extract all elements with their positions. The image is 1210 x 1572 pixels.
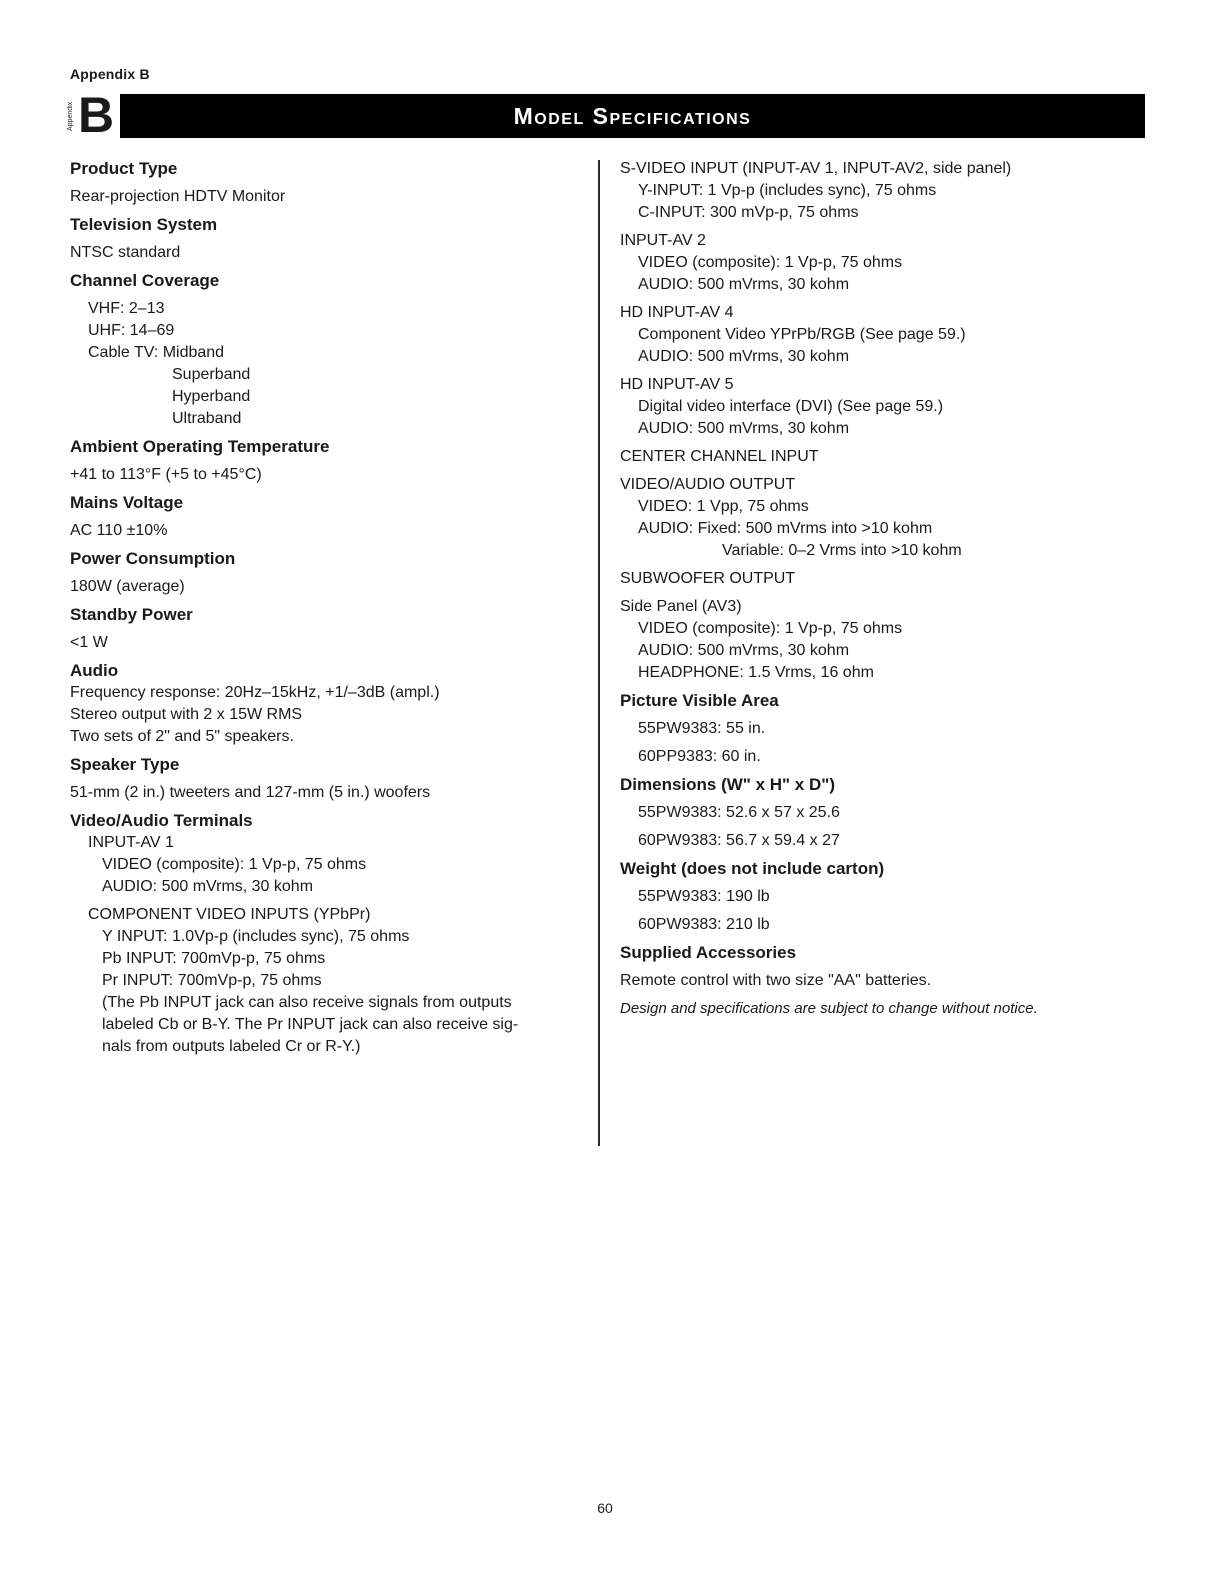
section-heading: Television System (70, 215, 218, 234)
section-heading: Speaker Type (70, 755, 180, 774)
column-divider (598, 160, 600, 1146)
spec-value: Superband (172, 366, 251, 383)
spec-value: Two sets of 2" and 5" speakers. (70, 728, 294, 745)
spec-value: Frequency response: 20Hz–15kHz, +1/–3dB (ampl.) (70, 684, 440, 701)
spec-value: Variable: 0–2 Vrms into >10 kohm (722, 542, 962, 559)
right-column (620, 158, 1140, 1020)
spec-value: VIDEO: 1 Vpp, 75 ohms (638, 498, 809, 515)
spec-value: Y INPUT: 1.0Vp-p (includes sync), 75 ohms (102, 928, 410, 945)
appendix-label: Appendix B (70, 66, 150, 82)
spec-value: UHF: 14–69 (88, 322, 175, 339)
spec-value: AUDIO: Fixed: 500 mVrms into >10 kohm (638, 520, 933, 537)
svideo-section (620, 158, 1140, 224)
weight-section (620, 858, 1140, 936)
spec-value: Hyperband (172, 388, 251, 405)
section-heading: Standby Power (70, 605, 193, 624)
spec-value: Rear-projection HDTV Monitor (70, 188, 286, 205)
page-title: Model Specifications (120, 94, 1145, 138)
appendix-letter: B (78, 87, 115, 143)
spec-value: AUDIO: 500 mVrms, 30 kohm (638, 348, 850, 365)
section-heading: Product Type (70, 159, 178, 178)
ambient-temperature-section (70, 436, 585, 486)
spec-value: Digital video interface (DVI) (See page 59.) (638, 398, 944, 415)
spec-value: Pr INPUT: 700mVp-p, 75 ohms (102, 972, 322, 989)
spec-value: 55PW9383: 52.6 x 57 x 25.6 (638, 804, 840, 821)
spec-value: C-INPUT: 300 mVp-p, 75 ohms (638, 204, 859, 221)
section-heading: Dimensions (W" x H" x D") (620, 775, 835, 794)
picture-area-section (620, 690, 1140, 768)
spec-value: AUDIO: 500 mVrms, 30 kohm (638, 642, 850, 659)
page-number: 60 (597, 1500, 613, 1516)
spec-subheading: INPUT-AV 1 (88, 834, 174, 851)
spec-subheading: SUBWOOFER OUTPUT (620, 570, 796, 587)
spec-value: AUDIO: 500 mVrms, 30 kohm (638, 420, 850, 437)
section-heading: Picture Visible Area (620, 691, 779, 710)
spec-subheading: Side Panel (AV3) (620, 598, 742, 615)
section-heading: Video/Audio Terminals (70, 811, 253, 830)
hd-input-av4-section (620, 302, 1140, 368)
spec-value: 55PW9383: 190 lb (638, 888, 770, 905)
standby-power-section (70, 604, 585, 654)
side-tab-label: Appendix (67, 101, 74, 131)
input-av2-section (620, 230, 1140, 296)
spec-value: Component Video YPrPb/RGB (See page 59.) (638, 326, 966, 343)
video-audio-output-section (620, 474, 1140, 562)
spec-value: AUDIO: 500 mVrms, 30 kohm (102, 878, 314, 895)
mains-voltage-section (70, 492, 585, 542)
spec-value: HEADPHONE: 1.5 Vrms, 16 ohm (638, 664, 874, 681)
spec-note: labeled Cb or B-Y. The Pr INPUT jack can also receive sig- (102, 1016, 519, 1033)
spec-value: Cable TV: Midband (88, 344, 225, 361)
side-panel-section (620, 596, 1140, 684)
accessories-section (620, 942, 1140, 992)
spec-subheading: VIDEO/AUDIO OUTPUT (620, 476, 796, 493)
spec-value: 60PW9383: 210 lb (638, 916, 770, 933)
television-system-section (70, 214, 585, 264)
change-notice: Design and specifications are subject to change without notice. (620, 1000, 1038, 1017)
spec-subheading: HD INPUT-AV 4 (620, 304, 734, 321)
spec-value: VIDEO (composite): 1 Vp-p, 75 ohms (102, 856, 367, 873)
power-consumption-section (70, 548, 585, 598)
section-heading: Ambient Operating Temperature (70, 437, 330, 456)
dimensions-section (620, 774, 1140, 852)
spec-value: 60PP9383: 60 in. (638, 748, 761, 765)
spec-note: nals from outputs labeled Cr or R-Y.) (102, 1038, 361, 1055)
product-type-section (70, 158, 585, 208)
spec-value: AUDIO: 500 mVrms, 30 kohm (638, 276, 850, 293)
spec-subheading: INPUT-AV 2 (620, 232, 706, 249)
spec-subheading: HD INPUT-AV 5 (620, 376, 734, 393)
spec-value: 51-mm (2 in.) tweeters and 127-mm (5 in.) woofers (70, 784, 431, 801)
spec-value: Stereo output with 2 x 15W RMS (70, 706, 303, 723)
spec-value: VIDEO (composite): 1 Vp-p, 75 ohms (638, 620, 903, 637)
subwoofer-section (620, 568, 1140, 590)
spec-subheading: COMPONENT VIDEO INPUTS (YPbPr) (88, 906, 371, 923)
audio-section (70, 660, 585, 748)
hd-input-av5-section (620, 374, 1140, 440)
spec-value: 55PW9383: 55 in. (638, 720, 766, 737)
spec-value: Remote control with two size "AA" batteries. (620, 972, 932, 989)
spec-value: VHF: 2–13 (88, 300, 165, 317)
spec-subheading: S-VIDEO INPUT (INPUT-AV 1, INPUT-AV2, side panel) (620, 160, 1012, 177)
section-heading: Audio (70, 661, 119, 680)
section-heading: Power Consumption (70, 549, 236, 568)
spec-value: 180W (average) (70, 578, 185, 595)
center-channel-section (620, 446, 1140, 468)
spec-value: Y-INPUT: 1 Vp-p (includes sync), 75 ohms (638, 182, 937, 199)
speaker-type-section (70, 754, 585, 804)
spec-note: (The Pb INPUT jack can also receive signals from outputs (102, 994, 512, 1011)
terminals-section (70, 810, 585, 1058)
spec-value: Ultraband (172, 410, 242, 427)
section-heading: Channel Coverage (70, 271, 220, 290)
spec-value: AC 110 ±10% (70, 522, 168, 539)
spec-value: Pb INPUT: 700mVp-p, 75 ohms (102, 950, 326, 967)
channel-coverage-section (70, 270, 585, 430)
spec-value: 60PW9383: 56.7 x 59.4 x 27 (638, 832, 840, 849)
section-heading: Mains Voltage (70, 493, 184, 512)
section-heading: Supplied Accessories (620, 943, 797, 962)
spec-value: +41 to 113°F (+5 to +45°C) (70, 466, 262, 483)
spec-value: NTSC standard (70, 244, 181, 261)
left-column (70, 158, 585, 1058)
spec-value: <1 W (70, 634, 108, 651)
spec-value: VIDEO (composite): 1 Vp-p, 75 ohms (638, 254, 903, 271)
section-heading: Weight (does not include carton) (620, 859, 885, 878)
spec-subheading: CENTER CHANNEL INPUT (620, 448, 819, 465)
